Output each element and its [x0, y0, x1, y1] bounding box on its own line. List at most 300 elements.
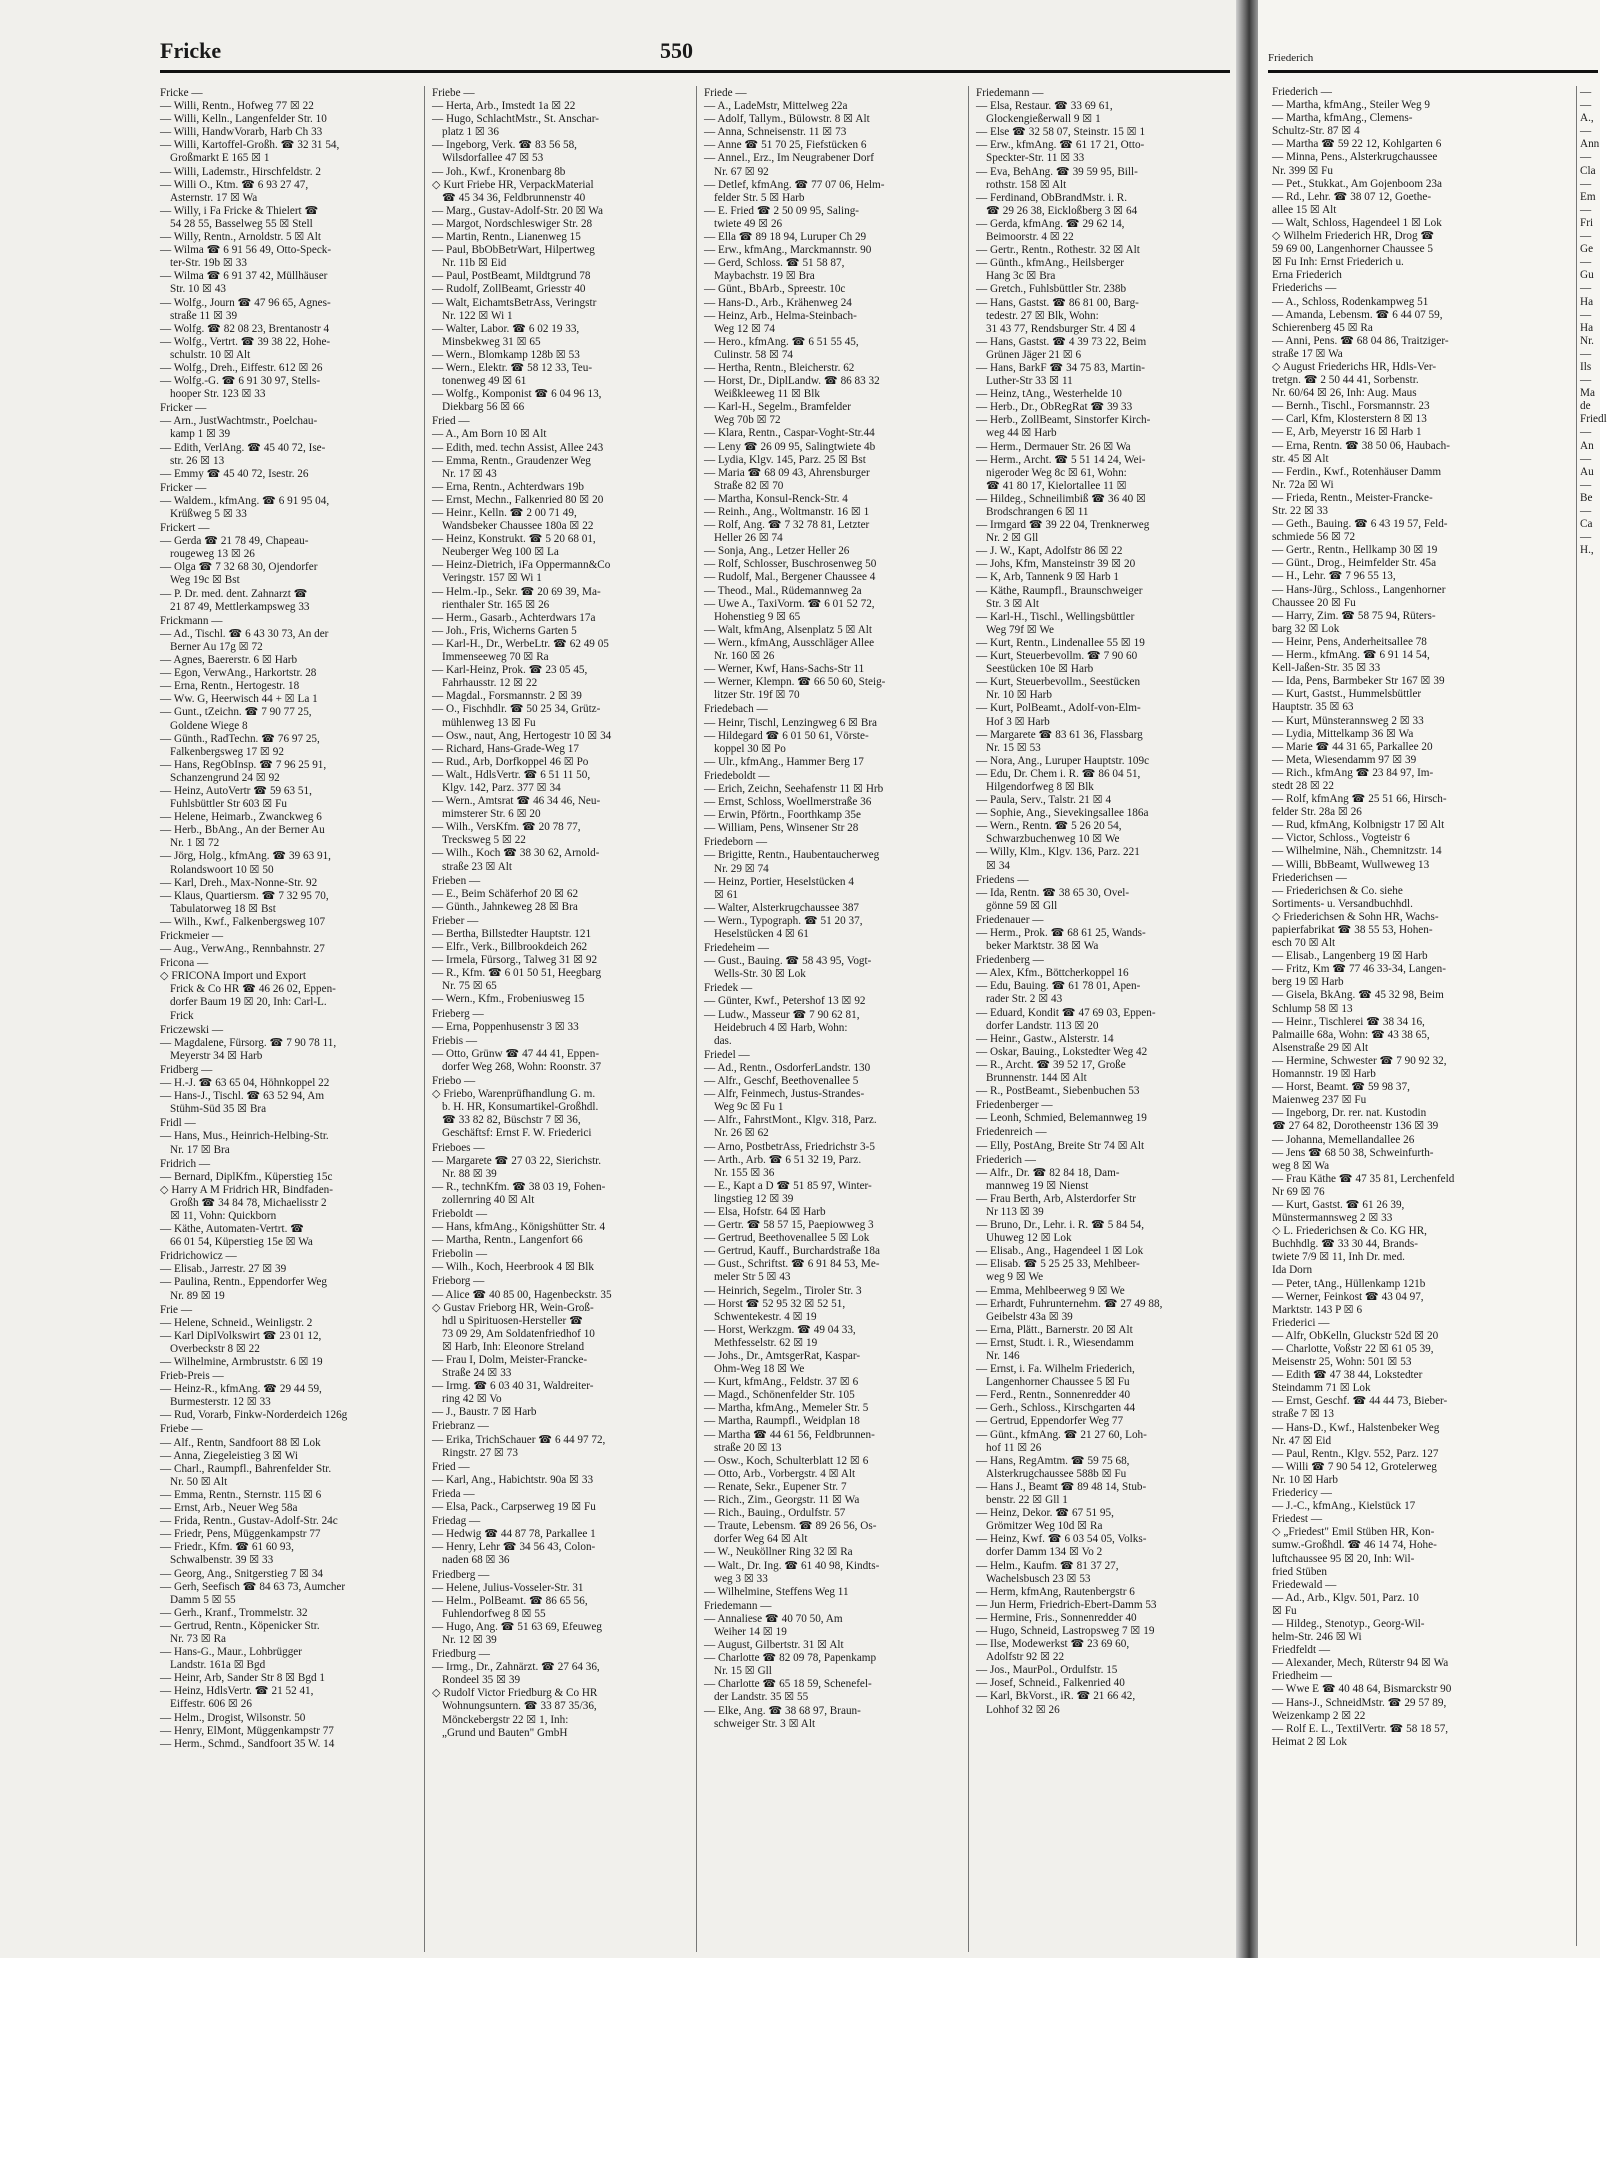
facing-page-header: Friederich [1268, 52, 1314, 64]
entry-continuation: Str. 3 ☒ Alt [986, 597, 1039, 610]
directory-entry: — Hero., kfmAng. ☎ 6 51 55 45, [704, 335, 859, 348]
entry-continuation: Nr. 89 ☒ 19 [170, 1289, 225, 1302]
directory-entry: — Gretch., Fuhlsbüttler Str. 238b [976, 283, 1127, 296]
entry-continuation: ter-Str. 19b ☒ 33 [170, 257, 247, 270]
directory-entry: — Heinr, Pens, Anderheitsallee 78 [1272, 635, 1427, 648]
surname-heading: Frieb-Preis — [160, 1370, 224, 1383]
directory-entry: — Herm., Archt. ☎ 5 51 14 24, Wei- [976, 453, 1146, 466]
surname-heading: Friczewski — [160, 1023, 224, 1036]
directory-entry: — Heinrich, Segelm., Tiroler Str. 3 [704, 1284, 862, 1297]
surname-heading: Frieberg — [432, 1007, 484, 1020]
directory-entry: — Gerh., Kranf., Trommelstr. 32 [160, 1606, 308, 1619]
entry-continuation: Schwentekestr. 4 ☒ 19 [714, 1310, 817, 1323]
directory-entry: — R., Archt. ☎ 39 52 17, Große [976, 1058, 1126, 1071]
directory-entry: — Arth., Arb. ☎ 6 51 32 19, Parz. [704, 1153, 862, 1166]
directory-entry: ◇ Gustav Frieborg HR, Wein-Groß- [432, 1301, 594, 1314]
directory-entry: — Jun Herm, Friedrich-Ebert-Damm 53 [976, 1598, 1157, 1611]
directory-entry: — Klaus, Quartiersm. ☎ 7 32 95 70, [160, 889, 329, 902]
directory-entry: — Emma, Mehlbeerweg 9 ☒ We [976, 1284, 1125, 1297]
entry-continuation: Erna Friederich [1272, 269, 1342, 282]
directory-entry: — Willi, Kartoffel-Großh. ☎ 32 31 54, [160, 139, 340, 152]
surname-heading: Friederichs — [1272, 282, 1337, 295]
entry-continuation: Buchhdlg. ☎ 33 30 44, Brands- [1272, 1238, 1419, 1251]
directory-entry: — Alfr, Feinmech, Justus-Strandes- [704, 1088, 865, 1101]
directory-entry: — Traute, Lebensm. ☎ 89 26 56, Os- [704, 1520, 877, 1533]
directory-entry: — Pet., Stukkat., Am Gojenboom 23a [1272, 177, 1442, 190]
directory-entry: — Walt., Dr. Ing. ☎ 61 40 98, Kindts- [704, 1559, 880, 1572]
entry-continuation: stedt 28 ☒ 22 [1272, 779, 1334, 792]
directory-entry: — Heinr, Tischl, Lenzingweg 6 ☒ Bra [704, 716, 878, 729]
directory-entry: — Hildeg., Stenotyp., Georg-Wil- [1272, 1617, 1425, 1630]
entry-continuation: weg 8 ☒ Wa [1272, 1159, 1330, 1172]
directory-entry: — Wilh., Koch, Heerbrook 4 ☒ Blk [432, 1261, 594, 1274]
directory-entry: — R., Kfm. ☎ 6 01 50 51, Heegbarg [432, 967, 602, 980]
entry-continuation: ring 42 ☒ Vo [442, 1393, 502, 1406]
entry-continuation: felder Str. 28a ☒ 26 [1272, 806, 1362, 819]
directory-entry: — August, Gilbertstr. 31 ☒ Alt [704, 1639, 844, 1652]
entry-continuation: Frick & Co HR ☎ 46 26 02, Eppen- [170, 983, 336, 996]
directory-entry: — Gu [1580, 256, 1594, 282]
directory-entry: — Carl, Kfm, Klosterstern 8 ☒ 13 [1272, 413, 1427, 426]
directory-entry: — Elisab. ☎ 5 25 25 33, Mehlbeer- [976, 1258, 1140, 1271]
directory-entry: — Em [1580, 177, 1596, 203]
directory-entry: — Hans, BarkF ☎ 34 75 83, Martin- [976, 361, 1145, 374]
directory-entry: — Willi, BbBeamt, Wullweweg 13 [1272, 858, 1430, 871]
entry-continuation: ☎ 27 64 82, Dorotheenstr 136 ☒ 39 [1272, 1120, 1439, 1133]
entry-continuation: Lohhof 32 ☒ 26 [986, 1703, 1060, 1716]
directory-entry: — Gertr. ☎ 58 57 15, Paepiowweg 3 [704, 1219, 874, 1232]
directory-entry: — H., Lehr. ☎ 7 96 55 13, [1272, 570, 1396, 583]
surname-heading: Fridl — [160, 1117, 196, 1130]
entry-continuation: Fuhlendorfweg 8 ☒ 55 [442, 1607, 546, 1620]
surname-heading: Friedel — [704, 1048, 750, 1061]
column-divider [696, 86, 697, 1952]
directory-entry: — Edu, Bauing. ☎ 61 78 01, Apen- [976, 980, 1141, 993]
directory-entry: — Wolfg.-G. ☎ 6 91 30 97, Stells- [160, 375, 321, 388]
entry-continuation: straße 7 ☒ 13 [1272, 1408, 1334, 1421]
entry-continuation: Heselstücken 4 ☒ 61 [714, 928, 809, 940]
entry-continuation: Nr. 146 [986, 1350, 1020, 1362]
surname-heading: Frie — [160, 1303, 193, 1316]
directory-entry: — Walt, EichamtsBetrAss, Veringstr [432, 296, 597, 309]
directory-entry: — H.-J. ☎ 63 65 04, Höhnkoppel 22 [160, 1077, 330, 1090]
directory-entry: — Hildeg., Schneilimbiß ☎ 36 40 ☒ [976, 492, 1147, 505]
directory-entry: — Charl., Raumpfl., Bahrenfelder Str. [160, 1462, 332, 1475]
directory-entry: — Hans, Gastst. ☎ 86 81 00, Barg- [976, 296, 1139, 309]
directory-entry: — Margarete ☎ 27 03 22, Sierichstr. [432, 1154, 602, 1167]
directory-entry: — Margarete ☎ 83 61 36, Flassbarg [976, 728, 1143, 741]
entry-continuation: platz 1 ☒ 36 [442, 126, 499, 139]
directory-entry: — Martha, Raumpfl., Weidplan 18 [704, 1415, 860, 1428]
surname-heading: Frieber — [432, 914, 479, 927]
directory-entry: — Kurt, Steuerbevollm. ☎ 7 90 60 [976, 650, 1138, 663]
surname-heading: Friedfeldt — [1272, 1644, 1331, 1657]
directory-entry: — Wolfg., Dreh., Eiffestr. 612 ☒ 26 [160, 361, 323, 374]
entry-continuation: Klgv. 142, Parz. 377 ☒ 34 [442, 781, 561, 794]
directory-entry: — Anna, Schneisenstr. 11 ☒ 73 [704, 126, 847, 139]
directory-entry: — Ann [1580, 125, 1600, 151]
directory-entry: — Rich., Bauing., Ordulfstr. 57 [704, 1507, 846, 1520]
directory-entry: — Wilma ☎ 6 91 37 42, Müllhäuser [160, 270, 328, 283]
directory-entry: — Elke, Ang. ☎ 38 68 97, Braun- [704, 1704, 861, 1717]
directory-entry: — Rolf E. L., TextilVertr. ☎ 58 18 57, [1272, 1722, 1449, 1735]
surname-heading: Fried — [432, 415, 470, 428]
directory-entry: — Kurt, Gastst. ☎ 61 26 39, [1272, 1198, 1405, 1211]
entry-continuation: Wandsbeker Chaussee 180a ☒ 22 [442, 520, 594, 533]
directory-entry: — Sophie, Ang., Sievekingsallee 186a [976, 807, 1149, 820]
directory-entry: — Johanna, Memellandallee 26 [1272, 1133, 1415, 1146]
directory-entry: — Paul, Rentn., Klgv. 552, Parz. 127 [1272, 1447, 1439, 1460]
entry-continuation: Nr. 73 ☒ Ra [170, 1632, 227, 1645]
entry-continuation: Berner Au 17g ☒ 72 [170, 640, 263, 653]
directory-entry: — Hans-J., SchneidMstr. ☎ 29 57 89, [1272, 1696, 1447, 1709]
entry-continuation: Beimoorstr. 4 ☒ 22 [986, 231, 1074, 244]
surname-heading: Fricona — [160, 957, 209, 970]
directory-entry: — Wilh., Koch ☎ 38 30 62, Arnold- [432, 847, 600, 860]
directory-entry: — Annaliese ☎ 40 70 50, Am [704, 1612, 843, 1625]
surname-heading: Frickmann — [160, 614, 223, 627]
column-divider [1576, 86, 1577, 1946]
directory-entry: — Kurt, PolBeamt., Adolf-von-Elm- [976, 702, 1141, 715]
entry-continuation: ☒ Fu Inh: Ernst Friederich u. [1272, 256, 1404, 269]
directory-entry: — Renate, Sekr., Eupener Str. 7 [704, 1480, 847, 1493]
directory-entry: — Theod., Mal., Rüdemannweg 2a [704, 584, 862, 597]
directory-entry: — Alexander, Mech, Rüterstr 94 ☒ Wa [1272, 1657, 1449, 1670]
directory-entry: — Johs, Kfm, Mansteinstr 39 ☒ 20 [976, 558, 1136, 571]
entry-continuation: Schierenberg 45 ☒ Ra [1272, 321, 1373, 334]
entry-continuation: helm-Str. 246 ☒ Wi [1272, 1631, 1362, 1644]
directory-entry: — Gerh., Schloss., Kirschgarten 44 [976, 1402, 1136, 1415]
directory-entry: — Ernst, Arb., Neuer Weg 58a [160, 1502, 298, 1515]
entry-continuation: rothstr. 158 ☒ Alt [986, 178, 1067, 191]
entry-continuation: Homannstr. 19 ☒ Harb [1272, 1068, 1376, 1081]
directory-entry: — E., Kapt a D ☎ 51 85 97, Winter- [704, 1179, 872, 1192]
directory-entry: — Erwin, Pförtn., Foorthkamp 35e [704, 809, 861, 822]
directory-entry: — Günth., kfmAng., Heilsberger [976, 257, 1125, 270]
directory-entry: — Gerda, kfmAng. ☎ 29 62 14, [976, 217, 1125, 230]
entry-continuation: Hilgendorfweg 8 ☒ Blk [986, 780, 1094, 793]
entry-continuation: Overbeckstr 8 ☒ 22 [170, 1342, 260, 1355]
directory-entry: — Wilh., Kwf., Falkenbergsweg 107 [160, 915, 326, 928]
directory-entry: — Eva, BehAng. ☎ 39 59 95, Bill- [976, 165, 1138, 178]
directory-entry: — Wilhelmine, Näh., Chemnitzstr. 14 [1272, 845, 1442, 858]
entry-continuation: Fahrhausstr. 12 ☒ 22 [442, 677, 538, 690]
directory-entry: — Josef, Schneid., Falkenried 40 [976, 1677, 1125, 1690]
directory-entry: — Ma [1580, 374, 1595, 400]
directory-entry: — Wilhelmine, Armbruststr. 6 ☒ 19 [160, 1356, 323, 1368]
surname-heading: Friebo — [432, 1075, 476, 1088]
directory-entry: — Margot, Nordschleswiger Str. 28 [432, 217, 593, 230]
entry-continuation: Wilsdorfallee 47 ☒ 53 [442, 152, 544, 165]
directory-entry: — Hans-Jürg., Schloss., Langenhorner [1272, 583, 1446, 596]
entry-continuation: Frick [170, 1009, 194, 1022]
surname-heading: Friebe — [160, 1423, 203, 1436]
directory-entry: — Herb., BbAng., An der Berner Au [160, 824, 325, 837]
directory-entry: — Jens ☎ 68 50 38, Schweinfurth- [1272, 1146, 1434, 1159]
directory-entry: — Helm., PolBeamt. ☎ 86 65 56, [432, 1594, 588, 1607]
directory-entry: — Wilhelmine, Steffens Weg 11 [704, 1585, 849, 1598]
directory-entry: — Ernst, Mechn., Falkenried 80 ☒ 20 [432, 493, 604, 506]
directory-entry: ◇ August Friederichs HR, Hdls-Ver- [1272, 360, 1437, 373]
directory-entry: — Olga ☎ 7 32 68 30, Ojendorfer [160, 561, 318, 574]
surname-heading: Friedheim — [1272, 1670, 1332, 1683]
directory-entry: — Friederichsen & Co. siehe [1272, 884, 1403, 897]
directory-entry: — Anne ☎ 51 70 25, Fiefstücken 6 [704, 139, 867, 152]
directory-entry: — Ad., Tischl. ☎ 6 43 30 73, An der [160, 627, 329, 640]
entry-continuation: nigeroder Weg 8c ☒ 61, Wohn: [986, 466, 1127, 479]
directory-entry: — Erna, Poppenhusenstr 3 ☒ 33 [432, 1020, 579, 1033]
directory-entry: — Waldem., kfmAng. ☎ 6 91 95 04, [160, 494, 330, 507]
directory-entry: — Erhardt, Fuhrunternehm. ☎ 27 49 88, [976, 1297, 1163, 1310]
directory-entry: — Ingeborg, Dr. rer. nat. Kustodin [1272, 1107, 1427, 1120]
directory-entry: — Willi, Rentn., Hofweg 77 ☒ 22 [160, 100, 314, 113]
directory-entry: — Martha, kfmAng., Clemens- [1272, 112, 1413, 125]
directory-entry: — Ca [1580, 505, 1593, 531]
directory-entry: — Heinr., Tischlerei ☎ 38 34 16, [1272, 1015, 1425, 1028]
directory-entry: — Herm., kfmAng. ☎ 6 91 14 54, [1272, 649, 1430, 662]
directory-entry: — Edith ☎ 47 38 44, Lokstedter [1272, 1369, 1423, 1382]
directory-entry: — Günt., kfmAng. ☎ 21 27 60, Loh- [976, 1428, 1147, 1441]
directory-entry: — Elsa, Hofstr. 64 ☒ Harb [704, 1205, 826, 1218]
entry-continuation: Damm 5 ☒ 55 [170, 1593, 236, 1606]
entry-continuation: das. [714, 1034, 732, 1047]
directory-entry: — Emma, Rentn., Graudenzer Weg [432, 454, 591, 467]
entry-continuation: hdl u Spirituosen-Hersteller ☎ [442, 1314, 584, 1327]
directory-entry: — Karl, BkVorst., iR. ☎ 21 66 42, [976, 1690, 1136, 1703]
column-2 [432, 86, 690, 1952]
entry-continuation: Tabulatorweg 18 ☒ Bst [170, 902, 276, 915]
entry-continuation: str. 45 ☒ Alt [1272, 452, 1329, 465]
directory-entry: — Jörg, Holg., kfmAng. ☎ 39 63 91, [160, 850, 331, 863]
directory-entry: — Erna, Plätt., Barnerstr. 20 ☒ Alt [976, 1323, 1133, 1336]
directory-entry: — Ingeborg, Verk. ☎ 83 56 58, [432, 139, 577, 152]
directory-entry: ◇ L. Friederichsen & Co. KG HR, [1272, 1225, 1427, 1238]
directory-entry: — Willi, HandwVorarb, Harb Ch 33 [160, 126, 323, 139]
entry-continuation: ☎ 45 34 36, Feldbrunnenstr 40 [442, 191, 586, 204]
directory-entry: — Emma, Rentn., Sternstr. 115 ☒ 6 [160, 1488, 322, 1501]
directory-entry: — Friedr., Kfm. ☎ 61 60 93, [160, 1541, 294, 1554]
directory-entry: — Aug., VerwAng., Rennbahnstr. 27 [160, 943, 325, 956]
directory-entry: ◇ Kurt Friebe HR, VerpackMaterial [432, 178, 594, 191]
directory-entry: — H., [1580, 531, 1594, 557]
entry-continuation: Burmesterstr. 12 ☒ 33 [170, 1396, 271, 1409]
entry-continuation: twiete 7/9 ☒ 11, Inh Dr. med. [1272, 1251, 1405, 1264]
column-divider [968, 86, 969, 1952]
directory-entry: — Ernst, i. Fa. Wilhelm Friederich, [976, 1363, 1135, 1376]
entry-continuation: ☒ Fu [1272, 1604, 1297, 1617]
entry-continuation: Wohnungsuntern. ☎ 33 87 35/36, [442, 1700, 597, 1713]
running-head [160, 38, 1220, 70]
entry-continuation: Brodschrangen 6 ☒ 11 [986, 506, 1089, 518]
directory-entry: — Martha ☎ 44 61 56, Feldbrunnen- [704, 1428, 875, 1441]
entry-continuation: Geibelstr 43a ☒ 39 [986, 1310, 1073, 1323]
directory-entry: — Herb., Dr., ObRegRat ☎ 39 33 [976, 401, 1133, 414]
directory-entry: — Gertr., Rentn., Rothestr. 32 ☒ Alt [976, 244, 1140, 257]
directory-entry: — Paul, BbObBetrWart, Hilpertweg [432, 244, 595, 257]
directory-entry: — Wern., Amtsrat ☎ 46 34 46, Neu- [432, 795, 601, 808]
directory-entry: — E., Beim Schäferhof 20 ☒ 62 [432, 887, 579, 900]
entry-continuation: rienthaler Str. 165 ☒ 26 [442, 598, 550, 611]
directory-entry: — Otto, Arb., Vorbergstr. 4 ☒ Alt [704, 1467, 856, 1480]
directory-entry: — Walt, Schloss, Hagendeel 1 ☒ Lok [1272, 216, 1442, 229]
directory-entry: — Karl, Dreh., Max-Nonne-Str. 92 [160, 876, 318, 889]
directory-entry: — Käthe, Raumpfl., Braunschweiger [976, 584, 1143, 597]
entry-continuation: sumw.-Großhdl. ☎ 46 14 74, Hohe- [1272, 1539, 1437, 1552]
entry-continuation: Straße 82 ☒ 70 [714, 479, 784, 492]
directory-entry: — Elisab., Langenberg 19 ☒ Harb [1272, 950, 1428, 963]
entry-continuation: Eiffestr. 606 ☒ 26 [170, 1698, 252, 1711]
entry-continuation: Hang 3c ☒ Bra [986, 270, 1056, 283]
head-name: Fricke [160, 38, 222, 63]
entry-continuation: weg 3 ☒ 33 [714, 1572, 768, 1585]
directory-entry: — Marg., Gustav-Adolf-Str. 20 ☒ Wa [432, 204, 603, 217]
page-number: 550 [660, 38, 693, 63]
directory-entry: — Osw., Koch, Schulterblatt 12 ☒ 6 [704, 1454, 869, 1467]
directory-entry: — Joh., Fris, Wicherns Garten 5 [432, 624, 577, 637]
entry-continuation: Nr. 29 ☒ 74 [714, 862, 769, 875]
directory-entry: — Gertrud, Rentn., Köpenicker Str. [160, 1619, 320, 1632]
directory-entry: — Alf., Rentn, Sandfoort 88 ☒ Lok [160, 1436, 321, 1449]
entry-continuation: weg 9 ☒ We [986, 1271, 1044, 1284]
directory-entry: — Hildegard ☎ 6 01 50 61, Vörste- [704, 729, 869, 742]
directory-entry: — Rudolf, ZollBeamt, Griesstr 40 [432, 283, 586, 296]
directory-entry: — Hugo, SchlachtMstr., St. Anschar- [432, 113, 599, 126]
directory-entry: — Alfr., Dr. ☎ 82 84 18, Dam- [976, 1166, 1120, 1179]
entry-continuation: Nr. 160 ☒ 26 [714, 650, 775, 663]
directory-entry: — Fritz, Km ☎ 77 46 33-34, Langen- [1272, 963, 1446, 976]
directory-entry: — Elsa, Restaur. ☎ 33 69 61, [976, 100, 1113, 113]
entry-continuation: Geschäftsf: Ernst F. W. Friederici [442, 1127, 592, 1140]
directory-entry: — J. W., Kapt, Adolfstr 86 ☒ 22 [976, 545, 1123, 558]
directory-entry: — R., PostBeamt., Siebenbuchen 53 [976, 1085, 1140, 1098]
surname-heading: Fridrich — [160, 1157, 211, 1170]
entry-continuation: Ida Dorn [1272, 1264, 1313, 1277]
directory-entry: — Erich, Zeichn, Seehafenstr 11 ☒ Hrb [704, 782, 884, 795]
directory-entry: — Wern., Elektr. ☎ 58 12 33, Teu- [432, 361, 593, 374]
directory-entry: — Wolfg., Vertrt. ☎ 39 38 22, Hohe- [160, 335, 331, 348]
directory-entry: ◇ Rudolf Victor Friedburg & Co HR [432, 1687, 598, 1700]
directory-entry: — Martha, kfmAng., Steiler Weg 9 [1272, 99, 1430, 112]
directory-entry: — Hertha, Rentn., Bleicherstr. 62 [704, 361, 855, 374]
entry-continuation: Nr. 17 ☒ Bra [170, 1143, 230, 1156]
directory-entry: ◇ Friederichsen & Sohn HR, Wachs- [1272, 910, 1439, 923]
directory-entry: — William, Pens, Winsener Str 28 [704, 822, 859, 835]
directory-entry: — Friedr, Pens, Müggenkampstr 77 [160, 1528, 321, 1541]
surname-heading: Friederichsen — [1272, 871, 1347, 884]
directory-entry: — Herm., Prok. ☎ 68 61 25, Wands- [976, 927, 1146, 939]
directory-entry: — Paula, Serv., Talstr. 21 ☒ 4 [976, 794, 1112, 807]
entry-continuation: Maienweg 237 ☒ Fu [1272, 1094, 1367, 1107]
directory-entry: — Heinz, tAng., Westerhelde 10 [976, 388, 1122, 401]
directory-entry: — Emmy ☎ 45 40 72, Isestr. 26 [160, 467, 309, 480]
surname-heading: Friebe — [432, 87, 475, 99]
directory-entry: — Be [1580, 478, 1593, 504]
directory-entry: — Walter, Labor. ☎ 6 02 19 33, [432, 322, 580, 335]
entry-continuation: mühlenweg 13 ☒ Fu [442, 716, 536, 729]
directory-entry: — Heinz, AutoVertr ☎ 59 63 51, [160, 784, 312, 797]
directory-entry: — Walter, Alsterkrugchaussee 387 [704, 901, 860, 914]
entry-continuation: Krüßweg 5 ☒ 33 [170, 508, 247, 520]
directory-entry: — Fri [1580, 203, 1594, 229]
directory-entry: — Heinr, Arb, Sander Str 8 ☒ Bgd 1 [160, 1672, 325, 1685]
directory-entry: — Irmela, Fürsorg., Talweg 31 ☒ 92 [432, 954, 598, 967]
entry-continuation: straße 23 ☒ Alt [442, 860, 512, 873]
entry-continuation: Weiher 14 ☒ 19 [714, 1625, 787, 1638]
entry-continuation: 59 69 00, Langenhorner Chaussee 5 [1272, 243, 1433, 256]
surname-heading: Friebis — [432, 1034, 478, 1047]
directory-entry: — Horst, Werkzgm. ☎ 49 04 33, [704, 1323, 856, 1336]
directory-entry: — Karl-H., Segelm., Bramfelder [704, 401, 851, 414]
directory-entry: — Günt., BbArb., Spreestr. 10c [704, 283, 846, 296]
entry-continuation: Alsterkrugchaussee 588b ☒ Fu [986, 1467, 1127, 1480]
entry-continuation: Grünen Jäger 21 ☒ 6 [986, 348, 1082, 361]
surname-heading: Friedenreich — [976, 1126, 1047, 1139]
directory-entry: — Richard, Hans-Grade-Weg 17 [432, 742, 579, 755]
entry-continuation: Immenseeweg 70 ☒ Ra [442, 651, 549, 664]
entry-continuation: Weizenkamp 2 ☒ 22 [1272, 1709, 1366, 1722]
directory-entry: — Adolf, Tallym., Bülowstr. 8 ☒ Alt [704, 113, 870, 126]
directory-entry: — Horst, Beamt. ☎ 59 98 37, [1272, 1081, 1410, 1094]
directory-entry: — J., Baustr. 7 ☒ Harb [432, 1406, 537, 1419]
directory-entry: — Käthe, Automaten-Vertrt. ☎ [160, 1223, 305, 1236]
directory-entry: — Eduard, Kondit ☎ 47 69 03, Eppen- [976, 1006, 1156, 1019]
entry-continuation: ☒ 34 [986, 859, 1011, 872]
directory-entry: — Klara, Rentn., Caspar-Voght-Str.44 [704, 427, 875, 440]
directory-entry: — Heinz, Kwf. ☎ 6 03 54 05, Volks- [976, 1533, 1147, 1546]
directory-entry: — Heinz, HdlsVertr. ☎ 21 52 41, [160, 1685, 314, 1698]
entry-continuation: dorfer Landstr. 113 ☒ 20 [986, 1019, 1099, 1032]
surname-heading: Fridrichowicz — [160, 1250, 237, 1263]
directory-entry: — Hans-J., Tischl. ☎ 63 52 94, Am [160, 1090, 325, 1103]
directory-entry: — Kurt, Gastst., Hummelsbüttler [1272, 688, 1422, 701]
entry-continuation: fried Stüben [1272, 1565, 1327, 1578]
directory-entry: — Willy, Klm., Klgv. 136, Parz. 221 [976, 846, 1140, 859]
directory-entry: — E. Fried ☎ 2 50 09 95, Saling- [704, 204, 860, 217]
entry-continuation: Nr. 10 ☒ Harb [1272, 1473, 1338, 1486]
directory-entry: — Edu, Dr. Chem i. R. ☎ 86 04 51, [976, 767, 1141, 780]
directory-entry: — K, Arb, Tannenk 9 ☒ Harb 1 [976, 571, 1119, 584]
entry-continuation: Weg 70b ☒ 72 [714, 414, 781, 427]
surname-heading: Friedenberg — [976, 954, 1044, 967]
directory-entry: — Elisab., Ang., Hagendeel 1 ☒ Lok [976, 1245, 1144, 1258]
directory-entry: — Nora, Ang., Luruper Hauptstr. 109c [976, 754, 1150, 767]
directory-entry: — Magdal., Forsmannstr. 2 ☒ 39 [432, 690, 582, 703]
entry-continuation: Mönckebergstr 22 ☒ 1, Inh: [442, 1713, 569, 1726]
directory-entry: — Willi, Lademstr., Hirschfeldstr. 2 [160, 165, 321, 178]
entry-continuation: tedestr. 27 ☒ Blk, Wohn: [986, 309, 1099, 322]
directory-entry: — Ulr., kfmAng., Hammer Berg 17 [704, 755, 864, 768]
directory-entry: — Gerh, Seefisch ☎ 84 63 73, Aumcher [160, 1580, 346, 1593]
directory-entry: — Irmg., Dr., Zahnärzt. ☎ 27 64 36, [432, 1661, 600, 1674]
directory-entry: — Gisela, BkAng. ☎ 45 32 98, Beim [1272, 989, 1444, 1002]
directory-entry: — Rud, Vorarb, Finkw-Norderdeich 126g [160, 1409, 348, 1422]
directory-entry: — O., Fischhdlr. ☎ 50 25 34, Grütz- [432, 703, 601, 716]
entry-continuation: weg 44 ☒ Harb [986, 427, 1057, 440]
directory-entry: — Willi O., Ktm. ☎ 6 93 27 47, [160, 178, 309, 191]
directory-entry: — Ida, Rentn. ☎ 38 65 30, Ovel- [976, 886, 1130, 899]
entry-continuation: lingstieg 12 ☒ 39 [714, 1192, 794, 1205]
entry-continuation: Sortiments- u. Versandbuchhdl. [1272, 897, 1413, 910]
entry-continuation: Ohm-Weg 18 ☒ We [714, 1363, 805, 1376]
surname-heading: Friedest — [1272, 1513, 1323, 1526]
entry-continuation: luftchaussee 95 ☒ 20, Inh: Wil- [1272, 1552, 1415, 1565]
directory-entry: — Herm., Schmd., Sandfoort 35 W. 14 [160, 1737, 335, 1750]
directory-entry: — Herb., ZollBeamt, Sinstorfer Kirch- [976, 414, 1151, 427]
directory-entry: — Au [1580, 452, 1594, 478]
entry-continuation: naden 68 ☒ 36 [442, 1554, 510, 1567]
entry-continuation: berg 19 ☒ Harb [1272, 976, 1344, 989]
directory-entry: — Hedwig ☎ 44 87 78, Parkallee 1 [432, 1528, 596, 1541]
